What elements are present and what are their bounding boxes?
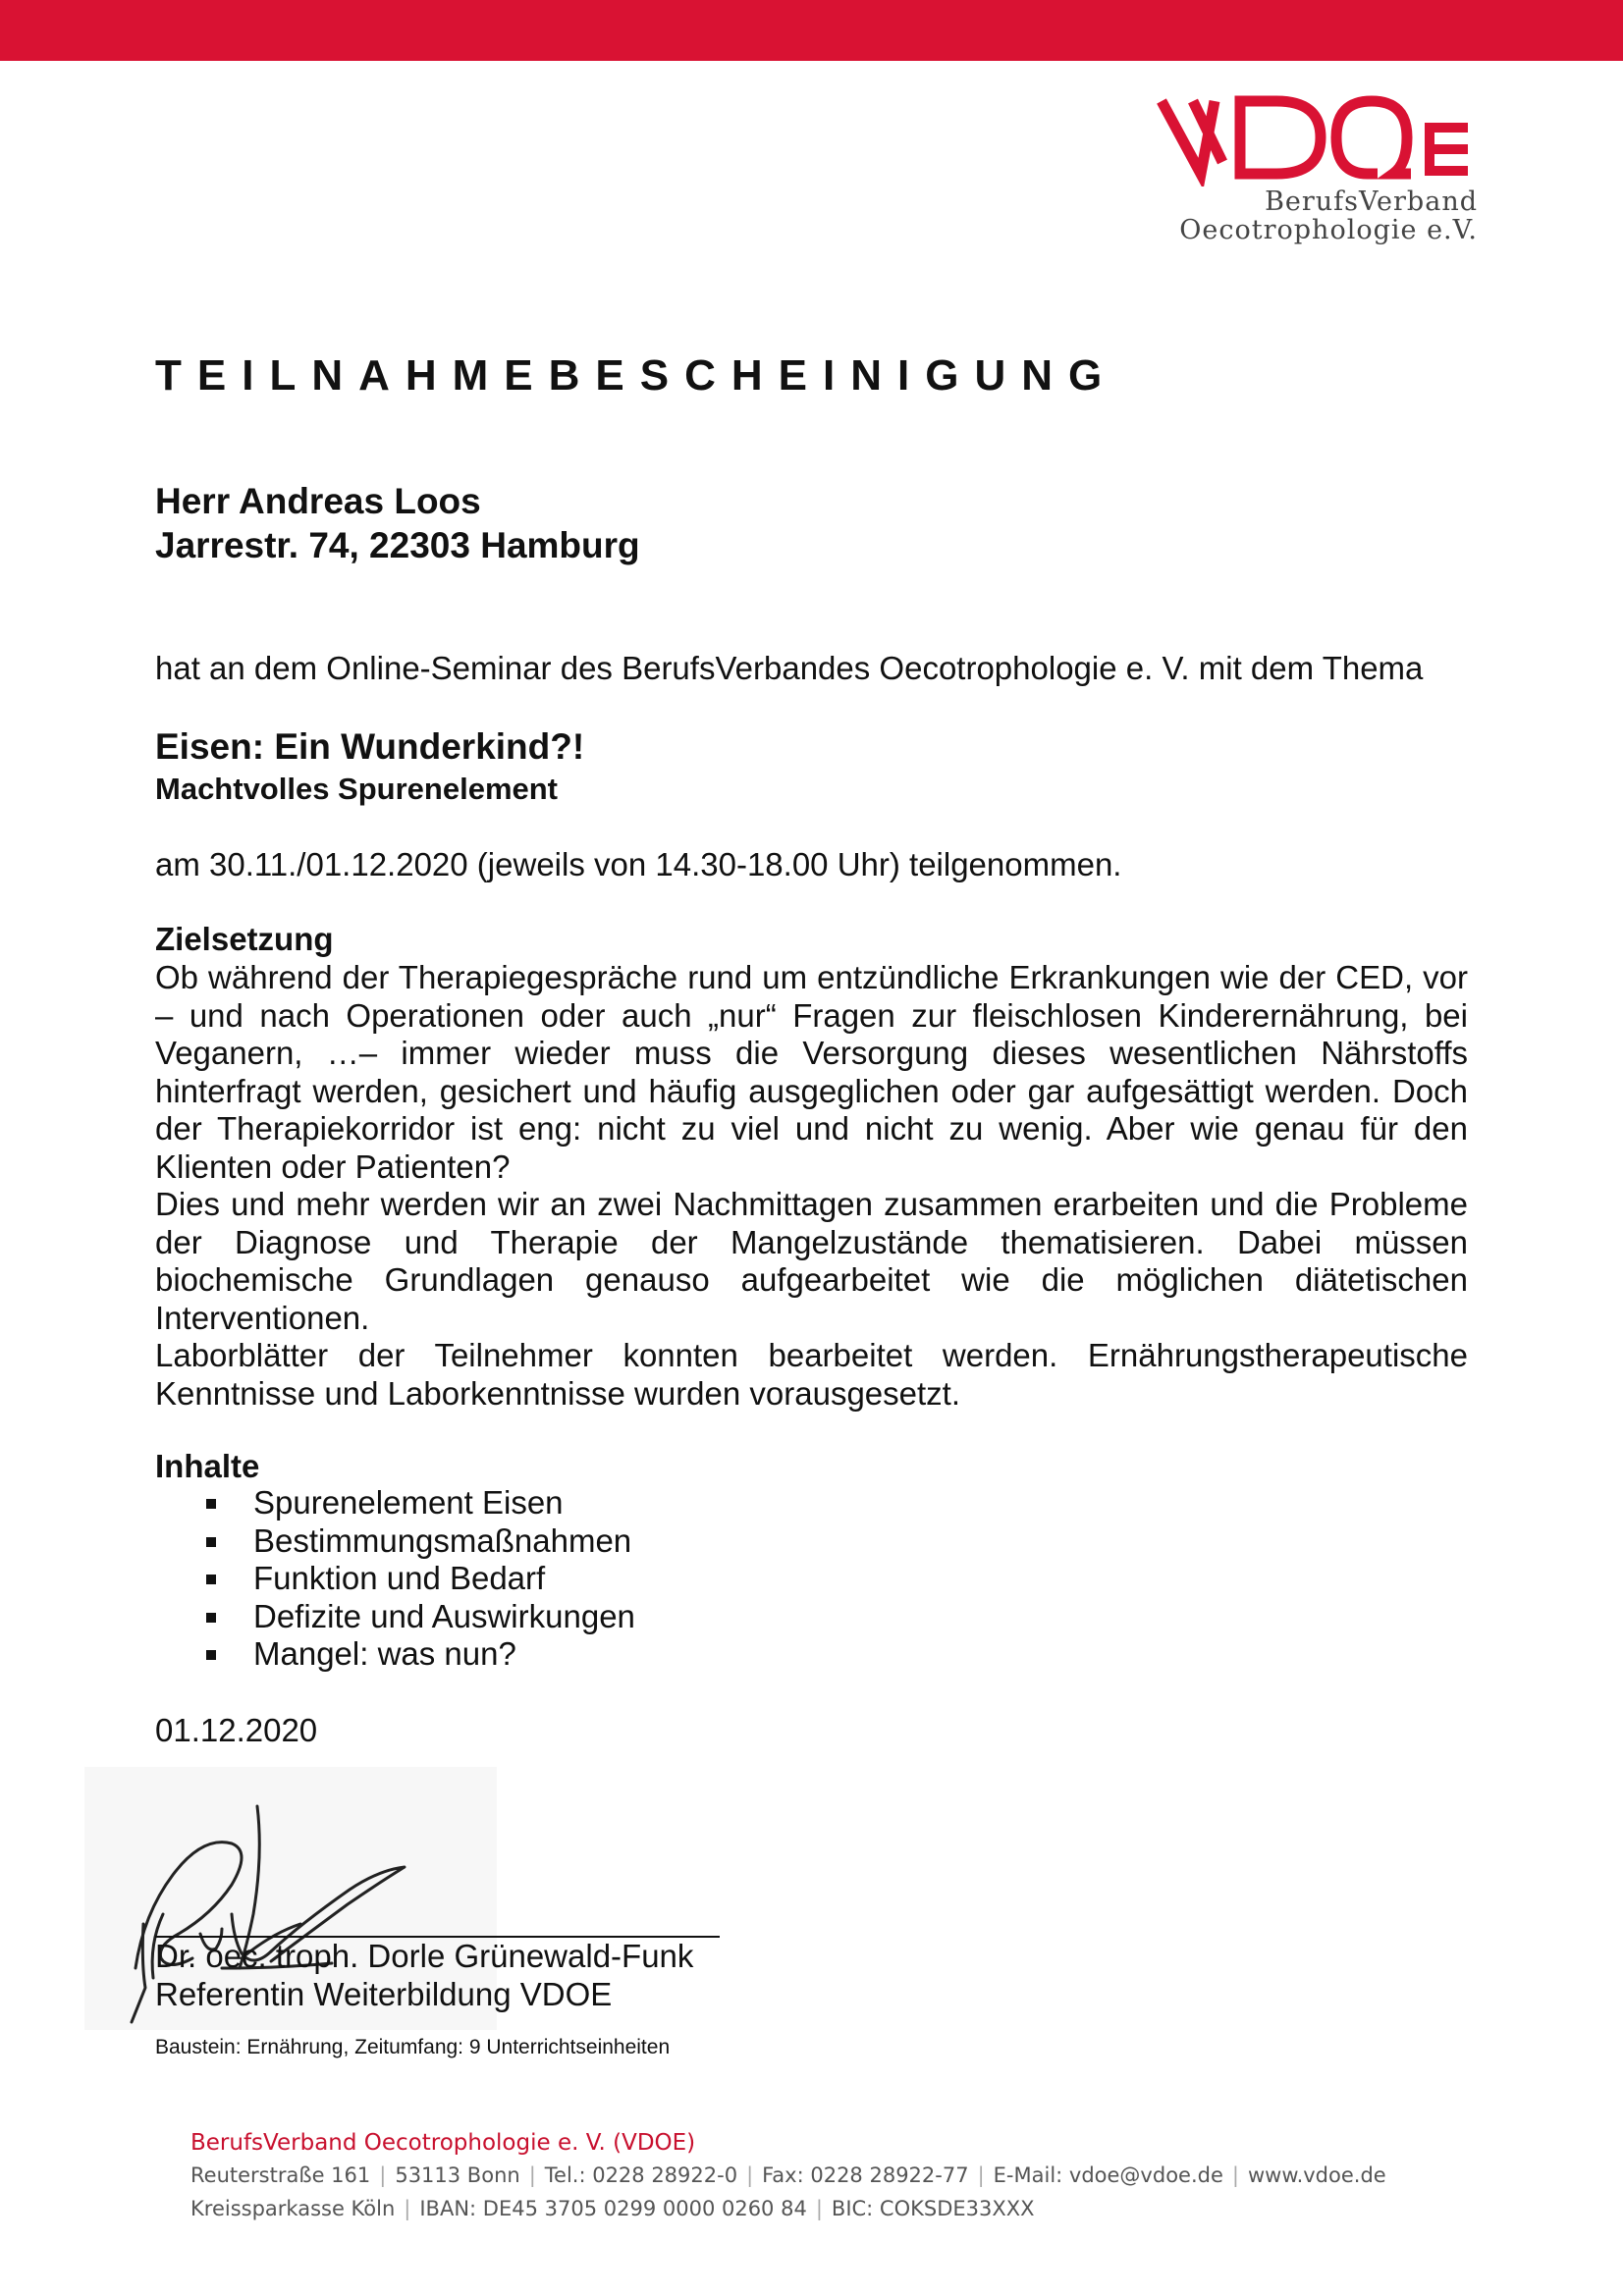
footer-bank-line	[190, 2197, 1035, 2220]
separator: |	[977, 2163, 985, 2187]
list-item-text: Defizite und Auswirkungen	[253, 1597, 635, 1634]
zielsetzung-paragraph: Dies und mehr werden wir an zwei Nachmittagen zusammen erarbeiten und die Probleme der Diagnose und Therapie der Mangelzustände thematisieren. Dabei müssen biochemische Grundlagen genauso aufgearbeitet wie die möglichen diätetischen Interventionen.	[155, 1186, 1468, 1336]
zielsetzung-paragraph: Laborblätter der Teilnehmer konnten bearbeitet werden. Ernährungstherapeutische Kenntnisse und Laborkenntnisse wurden vorausgesetzt.	[155, 1337, 1468, 1412]
separator: |	[528, 2163, 536, 2187]
logo-line-oecotrophologie: Oecotrophologie e.V.	[1179, 215, 1478, 245]
list-item	[196, 1598, 635, 1636]
footer-org-name: BerufsVerband Oecotrophologie e. V. (VDOE)	[190, 2130, 696, 2156]
inhalte-heading: Inhalte	[155, 1448, 260, 1484]
footer-address: Reuterstraße 161	[190, 2163, 371, 2187]
zielsetzung-paragraph: Ob während der Therapiegespräche rund um entzündliche Erkrankungen wie der CED, vor – und nach Operationen oder auch „nur“ Fragen zur fleischlosen Kinderernährung, bei Veganern, …– immer wieder muss die Versorgung dieses wesentlichen Nährstoffs hinterfragt werden, gesichert und häufig ausgeglichen oder gar aufgesättigt werden. Doch der Therapiekorridor ist eng: nicht zu viel und nicht zu wenig. Aber wie genau für den Klienten oder Patienten?	[155, 959, 1468, 1185]
list-item-text: Mangel: was nun?	[253, 1635, 516, 1672]
signature-date: 01.12.2020	[155, 1712, 318, 1748]
zielsetzung-body	[155, 959, 1468, 1413]
baustein-note: Baustein: Ernährung, Zeitumfang: 9 Unterrichtseinheiten	[155, 2036, 671, 2058]
footer-bank: Kreissparkasse Köln	[190, 2197, 396, 2220]
list-item	[196, 1522, 635, 1561]
square-bullet-icon	[206, 1537, 216, 1547]
list-item-text: Funktion und Bedarf	[253, 1560, 546, 1596]
document-title: TEILNAHMEBESCHEINIGUNG	[155, 351, 1118, 400]
signatory-role: Referentin Weiterbildung VDOE	[155, 1976, 613, 2012]
footer-email[interactable]: E-Mail: vdoe@vdoe.de	[993, 2163, 1223, 2187]
separator: |	[379, 2163, 387, 2187]
square-bullet-icon	[206, 1575, 216, 1584]
separator: |	[404, 2197, 411, 2220]
footer-tel: Tel.: 0228 28922-0	[544, 2163, 738, 2187]
footer-city: 53113 Bonn	[395, 2163, 520, 2187]
seminar-subtitle: Machtvolles Spurenelement	[155, 772, 559, 806]
square-bullet-icon	[206, 1650, 216, 1660]
list-item-text: Spurenelement Eisen	[253, 1484, 564, 1521]
recipient-name: Herr Andreas Loos	[155, 481, 481, 521]
footer-bic: BIC: COKSDE33XXX	[831, 2197, 1035, 2220]
list-item	[196, 1635, 635, 1674]
square-bullet-icon	[206, 1613, 216, 1623]
vdoe-wordmark-icon	[1154, 93, 1478, 187]
seminar-title: Eisen: Ein Wunderkind?!	[155, 726, 585, 767]
separator: |	[815, 2197, 823, 2220]
vdoe-logo	[1154, 93, 1478, 250]
recipient-address: Jarrestr. 74, 22303 Hamburg	[155, 525, 640, 565]
logo-line-berufsverband: BerufsVerband	[1265, 187, 1478, 217]
attendance-date-line: am 30.11./01.12.2020 (jeweils von 14.30-18.00 Uhr) teilgenommen.	[155, 846, 1122, 882]
intro-text: hat an dem Online-Seminar des BerufsVerbandes Oecotrophologie e. V. mit dem Thema	[155, 650, 1424, 686]
footer-iban: IBAN: DE45 3705 0299 0000 0260 84	[419, 2197, 807, 2220]
list-item	[196, 1484, 635, 1522]
footer-contact-line	[190, 2163, 1386, 2187]
top-red-bar	[0, 0, 1623, 61]
footer-website[interactable]: www.vdoe.de	[1247, 2163, 1386, 2187]
signatory-name: Dr. oec. troph. Dorle Grünewald-Funk	[155, 1938, 694, 1974]
list-item	[196, 1560, 635, 1598]
list-item-text: Bestimmungsmaßnahmen	[253, 1522, 632, 1559]
separator: |	[1231, 2163, 1239, 2187]
square-bullet-icon	[206, 1499, 216, 1509]
zielsetzung-heading: Zielsetzung	[155, 921, 334, 957]
footer-fax: Fax: 0228 28922-77	[762, 2163, 969, 2187]
inhalte-list	[196, 1484, 635, 1674]
separator: |	[746, 2163, 754, 2187]
